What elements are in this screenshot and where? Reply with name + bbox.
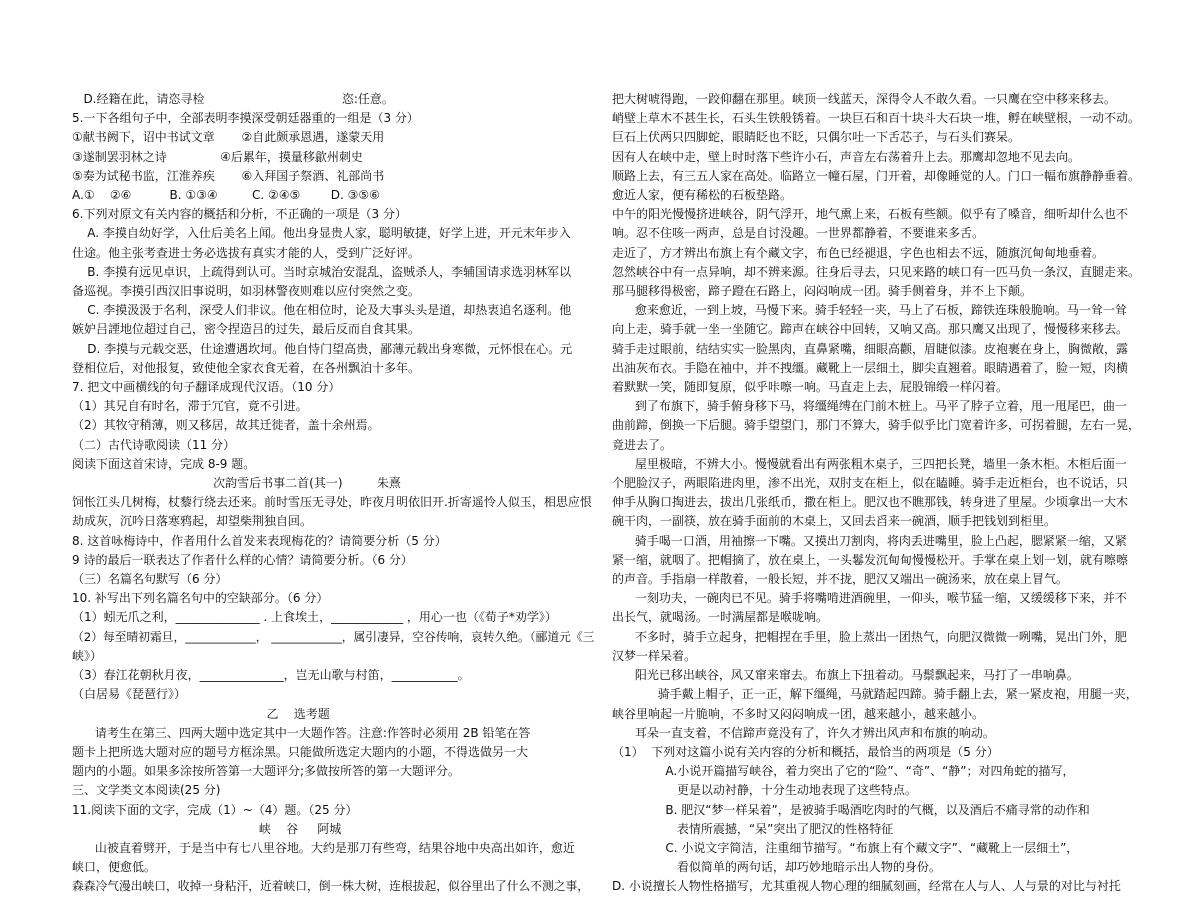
left-text-line: 次韵雪后书事二首(其一) 朱熹 [72, 476, 401, 491]
right-text-line: 的声音。手指扇一样散着，一般长短，并不拢，肥汉又端出一碗汤来，放在桌上冒气。 [612, 572, 1069, 587]
left-text-line: D.经籍在此，请恣寻检 恣:任意。 [72, 92, 394, 106]
right-text-line: 因有人在峡中走，壁上时时落下些许小石，声音左右荡着升上去。那鹰却忽地不见去向。 [612, 149, 1081, 164]
right-text-line: 碗干肉，一副筷，放在骑手面前的木桌上，又回去舀来一碗酒，顺手把钱划到柜里。 [612, 514, 1057, 529]
right-text-line: 骑手走过眼前，结结实实一脸黑肉，直鼻紧嘴，细眼高颧，眉睫似漆。皮袍裹在身上，胸微敞，露 [612, 341, 1129, 356]
left-text-line: 三、文学类文本阅读(25 分) [72, 783, 221, 798]
left-text-line: B. 李摸有远见卓识，上疏得到认可。当时京城治安混乱，盗贼杀人，李辅国请求选羽林军以 [72, 264, 572, 279]
left-text-line: （三）名篇名句默写（6 分） [72, 572, 228, 587]
left-text-line: （1）蚓无爪之利，______________ . 上食埃土，____________ ，用心一也（《荀子*劝学》） [72, 610, 557, 625]
left-text-line: 峡 谷 阿城 [72, 821, 342, 836]
left-text-line: 阅读下面这首宋诗，完成 8-9 题。 [72, 456, 256, 471]
left-text-line: （二）古代诗歌阅读（11 分） [72, 437, 236, 452]
right-text-line: 阳光已移出峡谷，风又窜来窜去。布旗上下扭着动。马鬃飘起来，马打了一串响鼻。 [612, 668, 1079, 683]
right-text-line: 把大树唬得跑，一跤仰翻在那里。峡顶一线蓝天，深得令人不敢久看。一只鹰在空中移来移去。 [612, 92, 1117, 106]
right-text-line: 着默默一笑，随即复原，似乎咔嚓一响。马直走上去，屁股锦缎一样闪着。 [612, 380, 1009, 395]
left-text-line: A. 李摸自幼好学，入仕后美名上闻。他出身显贵人家，聪明敏捷，好学上进，开元末年步入 [72, 226, 571, 241]
left-text-line: （1）其兄自有时名，滞于冗官，竟不引进。 [72, 399, 308, 414]
right-text-line: 汉梦一样呆着。 [612, 648, 697, 663]
left-text-line: 劫成灰，沉吟日落寒鸦起，却望柴荆独自回。 [72, 514, 313, 529]
left-text-line: ①献书阙下，诏中书试文章 ②自此颇承恩遇，遂蒙天用 [72, 130, 385, 145]
right-text-line: 骑手戴上帽子，正一正，解下缰绳，马就踏起四蹄。骑手翻上去，紧一紧皮袍，用腿一夹， [612, 687, 1138, 702]
left-text-line: 森森冷气漫出峡口，收掉一身粘汗，近着峡口，倒一株大树，连根拔起，似谷里出了什么不测之事， [72, 879, 589, 894]
left-text-line: 请考生在第三、四两大题中选定其中一大题作答。注意:作答时必须用 2B 铅笔在答 [72, 725, 531, 740]
right-text-line: B. 肥汉“梦一样呆着”，是被骑手喝酒吃肉时的气概，以及酒后不痛寻常的动作和 [612, 802, 1090, 817]
right-text-line: 向上走，骑手就一坐一坐随它。蹄声在峡谷中回转，又响又高。那只鹰又出现了，慢慢移来移去。 [612, 322, 1129, 337]
left-text-line: 饲怅江头几树梅，杖藜行绕去还来。前时雪压无寻处，昨夜月明依旧开.折寄遥怜人似玉，相思应恨 [72, 495, 592, 510]
left-text-line: A.① ②⑥ B. ①③④ C. ②④⑤ D. ③⑤⑥ [72, 188, 380, 203]
right-text-line: 屋里极暗，不辨大小。慢慢就看出有两张粗木桌子，三四把长凳，墙里一条木柜。木柜后面一 [612, 456, 1127, 471]
left-text-line: 5.一下各组句子中，全部表明李摸深受朝廷器重的一组是（3 分） [72, 111, 419, 126]
right-text-line: 出长气，就喝汤。一时满屋都是喉咙响。 [612, 610, 829, 625]
left-text-line: 9 诗的最后一联表达了作者什么样的心情？请简要分析。（6 分） [72, 552, 413, 567]
left-text-line: 8. 这首咏梅诗中，作者用什么首发来表现梅花的？请简要分析（5 分） [72, 533, 447, 548]
right-text-line: 耳朵一直支着，不信蹄声竟没有了，许久才辨出风声和布旗的响动。 [612, 725, 995, 740]
left-text-line: 题内的小题。如果多涂按所答第一大题评分;多做按所答的第一大题评分。 [72, 764, 461, 779]
left-text-line: （3）春江花朝秋月夜，______________，岂无山歌与村笛，___________。 [72, 668, 470, 683]
right-text-line: 走近了，方才辨出布旗上有个藏文字，布色已经褪退，字色也相去不远，随旗沉甸甸地垂着。 [612, 245, 1105, 260]
right-text-line: 到了布旗下，骑手俯身移下马，将缰绳缚在门前木桩上。马平了脖子立着，甩一甩尾巴，曲一 [612, 399, 1127, 414]
left-text-line: （2）每至晴初霜旦，____________， ____________，属引凄异，空谷传响，哀转久绝。（郦道元《三 [72, 629, 595, 644]
left-text-line: ③遂制罢羽林之诗 ④后累年，摸量移歙州刺史 [72, 149, 363, 164]
right-text-line: 更是以动衬静，十分生动地表现了这些特点。 [612, 783, 917, 798]
right-text-line: 顺路上去，有三五人家在高处。临路立一幢石屋，门开着，却像睡觉的人。门口一幅布旗静静垂着。 [612, 168, 1141, 183]
right-text-line: 骑手喝一口酒，用袖擦一下嘴。又摸出刀割肉，将肉丢进嘴里，脸上凸起，腮紧紧一缩，又紧 [612, 533, 1127, 548]
right-text-line: 紧一缩，就咽了。把帽摘了，放在桌上，一头鬈发沉甸甸慢慢松开。手掌在桌上划一划，就有嚓嚓 [612, 552, 1129, 567]
right-text-line: A.小说开篇描写峡谷，着力突出了它的“险”、“奇”、“静”；对四角蛇的描写， [612, 764, 1075, 779]
right-text-line: 看似简单的两句话，却巧妙地暗示出人物的身份。 [612, 860, 941, 875]
right-text-line: 愈近人家，便有稀松的石板垫路。 [612, 188, 793, 203]
right-text-line: 伸手从胸口掏进去，拔出几张纸币，撒在柜上。肥汉也不瞧那钱，转身进了里屋。少顷拿出一大木 [612, 495, 1129, 510]
left-text-line: 乙 选考题 [72, 706, 330, 721]
right-text-line: 峡谷里响起一片脆响，不多时又闷闷响成一团，越来越小，越来越小。 [612, 706, 985, 721]
right-text-line: 那马腿移得极密，蹄子蹬在石路上，闷闷响成一团。骑手侧着身，并不上下颠。 [612, 284, 1033, 299]
right-text-line: 竟进去了。 [612, 437, 673, 452]
left-text-line: 登相位后，对他报复，致使他全家衣食无着，在各州飘泊十多年。 [72, 360, 421, 375]
right-text-line: 巨石上伏两只四脚蛇，眼睛眨也不眨，只偶尔吐一下舌芯子，与石头们赛呆。 [612, 130, 1021, 145]
left-text-line: 备巡视。李摸引西汉旧事说明，如羽林警夜则难以应付突然之变。 [72, 284, 421, 299]
right-text-line: D. 小说擅长人物性格描写，尤其重视人物心理的细腻刻画，经常在人与人、人与景的对比与衬托 [612, 879, 1121, 894]
left-text-line: ⑤奏为试秘书监，江淮养疾 ⑥入拜国子祭酒、礼部尚书 [72, 168, 385, 183]
right-text-line: 中午的阳光慢慢挤进峡谷，阴气浮开，地气熏上来，石板有些额。似乎有了嗓音，细听却什么也不 [612, 207, 1129, 222]
left-text-line: 6.下列对原文有关内容的概括和分析，不正确的一项是（3 分） [72, 207, 407, 222]
left-text-line: D. 李摸与元载交恶，仕途遭遇坎坷。他自恃门望高贵，鄙薄元载出身寒微，元怀恨在心。元 [72, 341, 573, 356]
left-text-line: 10. 补写出下列名篇名句中的空缺部分。（6 分） [72, 591, 329, 606]
right-text-line: （1） 下列对这篇小说有关内容的分析和概括，最恰当的两项是（5 分） [612, 744, 999, 759]
left-text-line: （白居易《琵琶行》） [72, 687, 187, 702]
left-text-line: 山被直着劈开，于是当中有七八里谷地。大约是那刀有些弯，结果谷地中央高出如许，愈近 [72, 840, 575, 855]
right-column [612, 90, 1160, 897]
right-text-line: 愈来愈近，一到上坡，马慢下来。骑手轻轻一夹，马上了石板，蹄铁连珠般脆响。马一耸一耸 [612, 303, 1127, 318]
right-text-line: 个肥脸汉子，两眼陷进肉里，渗不出光，双肘支在柜上，似在瞌睡。骑手走近柜台，也不说话，只 [612, 476, 1129, 491]
right-text-line: 峭壁上草木不甚生长，石头生铁般锈着。一块巨石和百十块斗大石块一堆，孵在峡壁根，一动不动。 [612, 111, 1141, 126]
left-text-line: 嫉妒吕諲地位超过自己，密令捏造吕的过失，最后反而自食其果。 [72, 322, 421, 337]
right-text-line: 曲前蹄，倒换一下后腿。骑手望望门，那门不算大，骑手似乎比门宽着许多，可拐着腿，左右一晃， [612, 418, 1141, 433]
left-text-line: 峡》） [72, 648, 103, 663]
left-text-line: 11.阅读下面的文字，完成（1）~（4）题。（25 分） [72, 802, 358, 817]
right-text-line: C. 小说文字简洁，注重细节描写。“布旗上有个藏文字”、“藏靴上一层细土”， [612, 840, 1079, 855]
right-text-line: 忽然峡谷中有一点异响，却不辨来源。往身后寻去，只见来路的峡口有一匹马负一条汉，直腿走来。 [612, 264, 1141, 279]
left-text-line: 峡口，便愈低。 [72, 860, 157, 875]
left-text-line: C. 李摸汲汲于名利，深受人们非议。他在相位时，论及大事头头是道，却热衷追名逐利。他 [72, 303, 572, 318]
left-text-line: 题卡上把所选大题对应的题号方框涂黑。只能做所选定大题内的小题，不得选做另一大 [72, 744, 529, 759]
left-text-line: 仕途。他主张考查进士务必选拔有真实才能的人，受到广泛好评。 [72, 245, 421, 260]
right-text-line: 表情所震撼，“呆”突出了肥汉的性格特征 [612, 821, 894, 836]
right-text-line: 一刻功夫，一碗肉已不见。骑手将嘴啃进酒碗里，一仰头，喉节猛一缩，又缓缓移下来，并不 [612, 591, 1127, 606]
left-text-line: （2）其牧守稍薄，则又移居，故其迁徙者，盖十余州焉。 [72, 418, 380, 433]
left-text-line: 7. 把文中画横线的句子翻译成现代汉语。（10 分） [72, 380, 341, 395]
right-text-line: 不多时，骑手立起身，把帽捏在手里，脸上蒸出一团热气，向肥汉微微一咧嘴，晃出门外，肥 [612, 629, 1127, 644]
right-text-line: 响。忍不住咳一两声，总是自讨没趣。一世界都静着，不要谁来多舌。 [612, 226, 985, 241]
right-text-line: 出油灰布衣。手隐在袖中，并不拽缰。藏靴上一层细土，脚尖直翘着。眼睛遇着了，脸一短，肉横 [612, 360, 1129, 375]
left-column [72, 90, 594, 897]
